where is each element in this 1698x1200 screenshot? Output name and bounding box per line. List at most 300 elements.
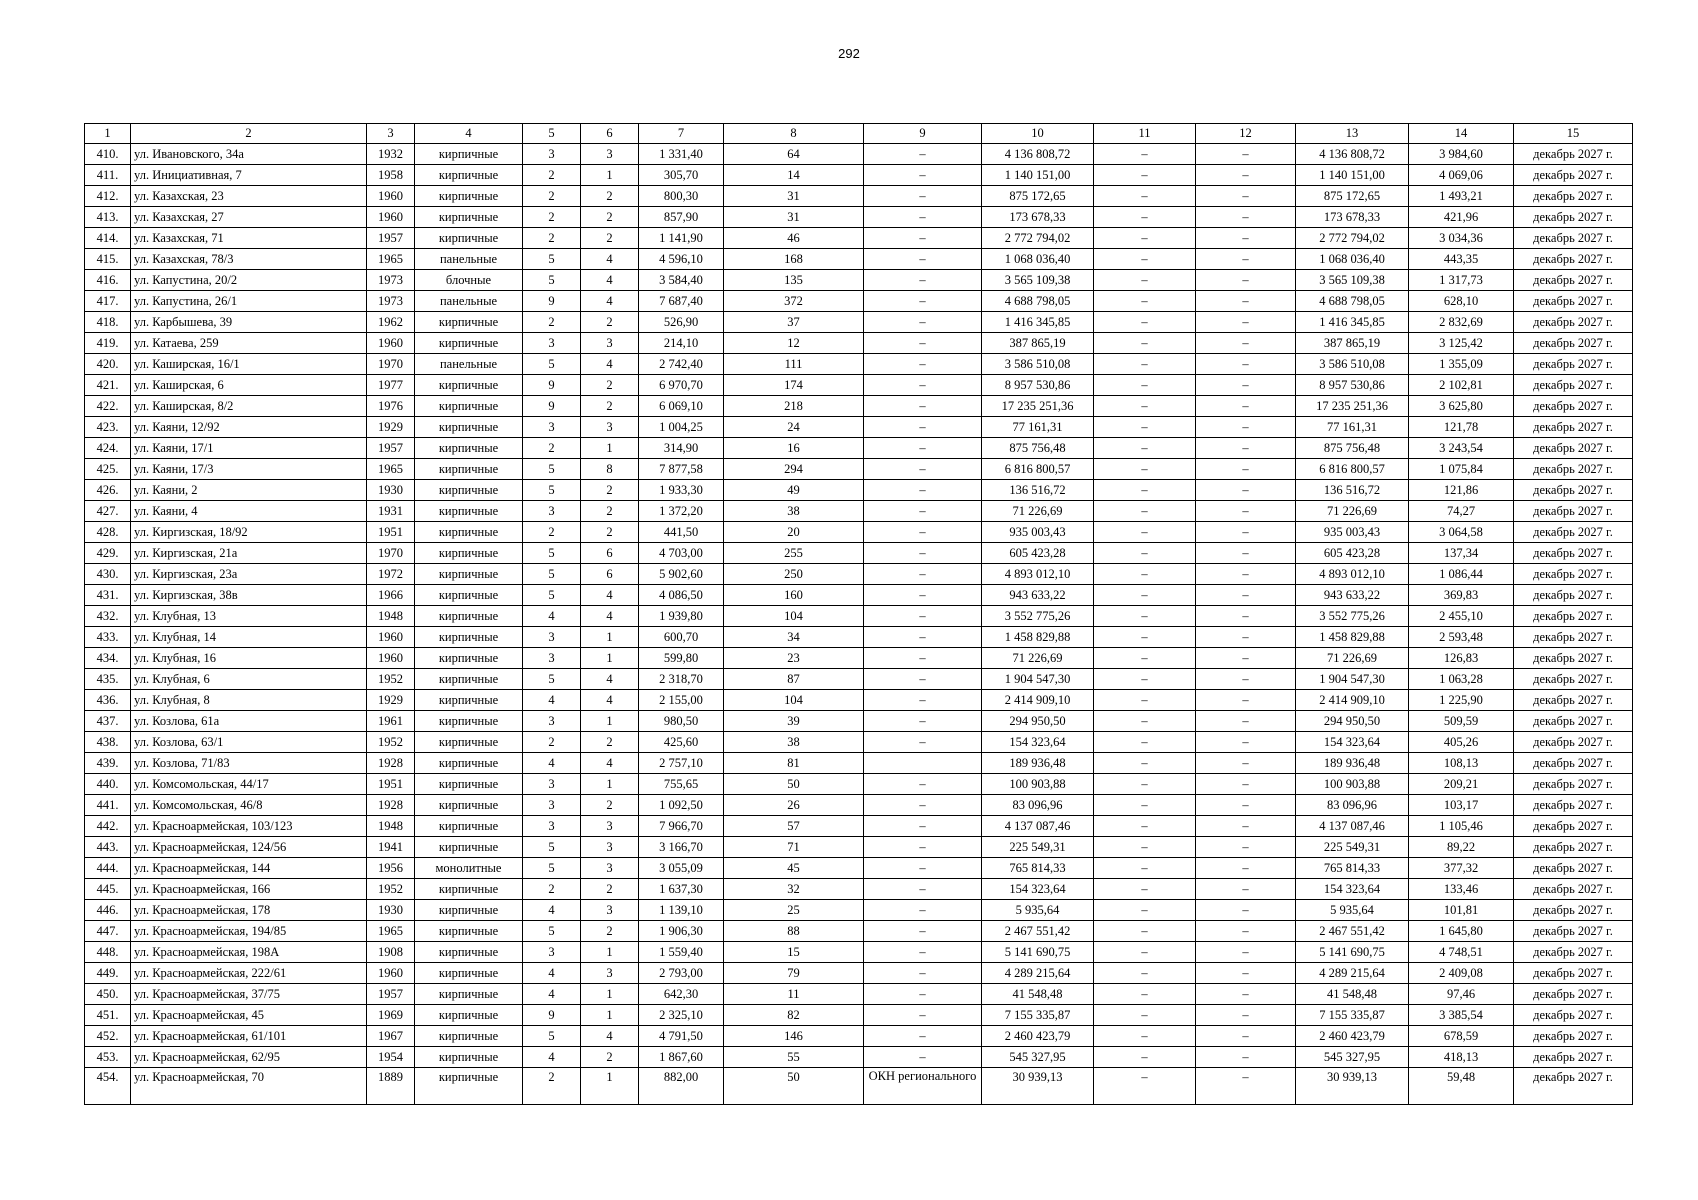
cell-total-cost: 4 893 012,10	[982, 564, 1094, 585]
cell-wall-material: панельные	[415, 354, 523, 375]
cell-heritage-status: –	[864, 690, 982, 711]
cell-residents: 57	[724, 816, 864, 837]
cell-entrances: 2	[581, 186, 639, 207]
cell-heritage-status: –	[864, 417, 982, 438]
cell-completion-date: декабрь 2027 г.	[1514, 354, 1633, 375]
cell-entrances: 4	[581, 249, 639, 270]
cell-total-cost: 6 816 800,57	[982, 459, 1094, 480]
cell-completion-date: декабрь 2027 г.	[1514, 816, 1633, 837]
cell-fund-cost: 1 416 345,85	[1296, 312, 1409, 333]
cell-row-number: 441.	[85, 795, 131, 816]
column-header-10: 10	[982, 124, 1094, 144]
cell-wall-material: кирпичные	[415, 963, 523, 984]
cell-completion-date: декабрь 2027 г.	[1514, 480, 1633, 501]
cell-address: ул. Козлова, 63/1	[131, 732, 367, 753]
cell-completion-date: декабрь 2027 г.	[1514, 900, 1633, 921]
cell-cost-per-sqm: 421,96	[1409, 207, 1514, 228]
cell-total-cost: 545 327,95	[982, 1047, 1094, 1068]
cell-area: 1 092,50	[639, 795, 724, 816]
cell-fund-cost: 4 893 012,10	[1296, 564, 1409, 585]
cell-completion-date: декабрь 2027 г.	[1514, 711, 1633, 732]
cell-wall-material: кирпичные	[415, 984, 523, 1005]
cell-col-12: –	[1196, 543, 1296, 564]
cell-col-12: –	[1196, 816, 1296, 837]
cell-residents: 255	[724, 543, 864, 564]
cell-address: ул. Киргизская, 38в	[131, 585, 367, 606]
cell-total-cost: 71 226,69	[982, 648, 1094, 669]
cell-fund-cost: 189 936,48	[1296, 753, 1409, 774]
cell-cost-per-sqm: 3 625,80	[1409, 396, 1514, 417]
cell-completion-date: декабрь 2027 г.	[1514, 837, 1633, 858]
cell-heritage-status: –	[864, 522, 982, 543]
cell-entrances: 2	[581, 228, 639, 249]
cell-col-12: –	[1196, 963, 1296, 984]
cell-col-11: –	[1094, 543, 1196, 564]
cell-fund-cost: 8 957 530,86	[1296, 375, 1409, 396]
cell-year-built: 1965	[367, 921, 415, 942]
cell-col-11: –	[1094, 165, 1196, 186]
cell-address: ул. Инициативная, 7	[131, 165, 367, 186]
cell-fund-cost: 71 226,69	[1296, 648, 1409, 669]
cell-col-11: –	[1094, 669, 1196, 690]
table-row	[85, 774, 1633, 795]
cell-area: 526,90	[639, 312, 724, 333]
cell-completion-date: декабрь 2027 г.	[1514, 648, 1633, 669]
cell-heritage-status: –	[864, 1047, 982, 1068]
cell-completion-date: декабрь 2027 г.	[1514, 1047, 1633, 1068]
cell-cost-per-sqm: 1 075,84	[1409, 459, 1514, 480]
cell-col-12: –	[1196, 753, 1296, 774]
cell-cost-per-sqm: 1 086,44	[1409, 564, 1514, 585]
cell-heritage-status: –	[864, 627, 982, 648]
cell-row-number: 426.	[85, 480, 131, 501]
cell-floors: 9	[523, 396, 581, 417]
cell-total-cost: 5 935,64	[982, 900, 1094, 921]
cell-row-number: 430.	[85, 564, 131, 585]
cell-residents: 50	[724, 774, 864, 795]
table-row	[85, 816, 1633, 837]
cell-col-11: –	[1094, 942, 1196, 963]
cell-area: 857,90	[639, 207, 724, 228]
cell-area: 7 687,40	[639, 291, 724, 312]
cell-col-12: –	[1196, 186, 1296, 207]
cell-col-11: –	[1094, 879, 1196, 900]
cell-row-number: 431.	[85, 585, 131, 606]
cell-completion-date: декабрь 2027 г.	[1514, 564, 1633, 585]
cell-floors: 3	[523, 417, 581, 438]
cell-address: ул. Каяни, 4	[131, 501, 367, 522]
cell-col-12: –	[1196, 921, 1296, 942]
cell-cost-per-sqm: 678,59	[1409, 1026, 1514, 1047]
cell-area: 1 906,30	[639, 921, 724, 942]
cell-wall-material: кирпичные	[415, 795, 523, 816]
cell-year-built: 1948	[367, 606, 415, 627]
cell-floors: 4	[523, 690, 581, 711]
cell-col-12: –	[1196, 396, 1296, 417]
cell-fund-cost: 3 586 510,08	[1296, 354, 1409, 375]
cell-area: 6 069,10	[639, 396, 724, 417]
cell-col-12: –	[1196, 291, 1296, 312]
cell-floors: 2	[523, 438, 581, 459]
cell-year-built: 1928	[367, 753, 415, 774]
cell-year-built: 1960	[367, 648, 415, 669]
cell-completion-date: декабрь 2027 г.	[1514, 1005, 1633, 1026]
cell-wall-material: кирпичные	[415, 627, 523, 648]
cell-year-built: 1972	[367, 564, 415, 585]
cell-fund-cost: 77 161,31	[1296, 417, 1409, 438]
cell-year-built: 1970	[367, 543, 415, 564]
cell-row-number: 415.	[85, 249, 131, 270]
cell-wall-material: кирпичные	[415, 564, 523, 585]
cell-entrances: 4	[581, 585, 639, 606]
cell-entrances: 1	[581, 711, 639, 732]
cell-row-number: 453.	[85, 1047, 131, 1068]
cell-floors: 3	[523, 501, 581, 522]
cell-floors: 4	[523, 963, 581, 984]
table-row	[85, 312, 1633, 333]
cell-total-cost: 154 323,64	[982, 879, 1094, 900]
cell-wall-material: кирпичные	[415, 438, 523, 459]
cell-year-built: 1952	[367, 879, 415, 900]
cell-fund-cost: 5 935,64	[1296, 900, 1409, 921]
cell-total-cost: 294 950,50	[982, 711, 1094, 732]
cell-residents: 64	[724, 144, 864, 165]
cell-heritage-status: –	[864, 795, 982, 816]
cell-col-11: –	[1094, 984, 1196, 1005]
cell-cost-per-sqm: 126,83	[1409, 648, 1514, 669]
table-row	[85, 375, 1633, 396]
cell-residents: 16	[724, 438, 864, 459]
cell-fund-cost: 3 552 775,26	[1296, 606, 1409, 627]
cell-heritage-status: –	[864, 249, 982, 270]
cell-completion-date: декабрь 2027 г.	[1514, 312, 1633, 333]
cell-completion-date: декабрь 2027 г.	[1514, 186, 1633, 207]
cell-area: 214,10	[639, 333, 724, 354]
cell-col-11: –	[1094, 1068, 1196, 1105]
cell-heritage-status: –	[864, 732, 982, 753]
cell-col-12: –	[1196, 312, 1296, 333]
cell-cost-per-sqm: 121,86	[1409, 480, 1514, 501]
cell-total-cost: 605 423,28	[982, 543, 1094, 564]
column-header-7: 7	[639, 124, 724, 144]
cell-cost-per-sqm: 103,17	[1409, 795, 1514, 816]
cell-entrances: 4	[581, 291, 639, 312]
table-row	[85, 249, 1633, 270]
cell-area: 2 742,40	[639, 354, 724, 375]
cell-cost-per-sqm: 89,22	[1409, 837, 1514, 858]
cell-residents: 50	[724, 1068, 864, 1105]
cell-residents: 45	[724, 858, 864, 879]
cell-address: ул. Красноармейская, 62/95	[131, 1047, 367, 1068]
cell-residents: 31	[724, 207, 864, 228]
cell-cost-per-sqm: 97,46	[1409, 984, 1514, 1005]
cell-floors: 2	[523, 165, 581, 186]
cell-address: ул. Каяни, 17/1	[131, 438, 367, 459]
cell-cost-per-sqm: 2 455,10	[1409, 606, 1514, 627]
column-header-9: 9	[864, 124, 982, 144]
cell-fund-cost: 154 323,64	[1296, 732, 1409, 753]
cell-area: 1 637,30	[639, 879, 724, 900]
cell-col-11: –	[1094, 858, 1196, 879]
cell-floors: 5	[523, 543, 581, 564]
cell-address: ул. Комсомольская, 44/17	[131, 774, 367, 795]
table-row	[85, 396, 1633, 417]
cell-fund-cost: 4 137 087,46	[1296, 816, 1409, 837]
cell-col-11: –	[1094, 711, 1196, 732]
cell-entrances: 2	[581, 795, 639, 816]
cell-entrances: 4	[581, 1026, 639, 1047]
cell-area: 6 970,70	[639, 375, 724, 396]
cell-residents: 38	[724, 732, 864, 753]
cell-cost-per-sqm: 377,32	[1409, 858, 1514, 879]
cell-total-cost: 1 904 547,30	[982, 669, 1094, 690]
cell-row-number: 420.	[85, 354, 131, 375]
cell-address: ул. Клубная, 14	[131, 627, 367, 648]
cell-year-built: 1929	[367, 690, 415, 711]
cell-area: 7 877,58	[639, 459, 724, 480]
cell-entrances: 1	[581, 774, 639, 795]
cell-residents: 174	[724, 375, 864, 396]
cell-year-built: 1976	[367, 396, 415, 417]
cell-cost-per-sqm: 2 593,48	[1409, 627, 1514, 648]
cell-fund-cost: 875 756,48	[1296, 438, 1409, 459]
cell-entrances: 4	[581, 606, 639, 627]
cell-year-built: 1951	[367, 774, 415, 795]
cell-row-number: 451.	[85, 1005, 131, 1026]
cell-address: ул. Каяни, 12/92	[131, 417, 367, 438]
cell-floors: 3	[523, 144, 581, 165]
cell-col-12: –	[1196, 690, 1296, 711]
cell-floors: 4	[523, 1047, 581, 1068]
cell-cost-per-sqm: 3 064,58	[1409, 522, 1514, 543]
cell-entrances: 3	[581, 900, 639, 921]
table-row	[85, 585, 1633, 606]
cell-floors: 3	[523, 942, 581, 963]
cell-fund-cost: 17 235 251,36	[1296, 396, 1409, 417]
cell-address: ул. Красноармейская, 103/123	[131, 816, 367, 837]
cell-fund-cost: 41 548,48	[1296, 984, 1409, 1005]
cell-residents: 168	[724, 249, 864, 270]
cell-floors: 2	[523, 879, 581, 900]
table-row	[85, 522, 1633, 543]
cell-entrances: 4	[581, 669, 639, 690]
cell-entrances: 6	[581, 543, 639, 564]
cell-wall-material: кирпичные	[415, 459, 523, 480]
cell-completion-date: декабрь 2027 г.	[1514, 690, 1633, 711]
cell-fund-cost: 294 950,50	[1296, 711, 1409, 732]
cell-residents: 79	[724, 963, 864, 984]
cell-col-11: –	[1094, 585, 1196, 606]
cell-year-built: 1960	[367, 186, 415, 207]
cell-area: 425,60	[639, 732, 724, 753]
cell-residents: 55	[724, 1047, 864, 1068]
table-row	[85, 543, 1633, 564]
cell-wall-material: панельные	[415, 291, 523, 312]
cell-cost-per-sqm: 1 317,73	[1409, 270, 1514, 291]
cell-year-built: 1960	[367, 207, 415, 228]
column-header-14: 14	[1409, 124, 1514, 144]
cell-row-number: 454.	[85, 1068, 131, 1105]
cell-row-number: 445.	[85, 879, 131, 900]
cell-col-12: –	[1196, 606, 1296, 627]
cell-wall-material: кирпичные	[415, 1026, 523, 1047]
cell-floors: 5	[523, 564, 581, 585]
cell-year-built: 1956	[367, 858, 415, 879]
cell-residents: 160	[724, 585, 864, 606]
cell-address: ул. Красноармейская, 166	[131, 879, 367, 900]
cell-residents: 24	[724, 417, 864, 438]
cell-row-number: 442.	[85, 816, 131, 837]
cell-residents: 11	[724, 984, 864, 1005]
cell-total-cost: 100 903,88	[982, 774, 1094, 795]
cell-col-12: –	[1196, 333, 1296, 354]
cell-floors: 5	[523, 459, 581, 480]
cell-completion-date: декабрь 2027 г.	[1514, 144, 1633, 165]
cell-heritage-status: –	[864, 774, 982, 795]
column-header-13: 13	[1296, 124, 1409, 144]
cell-row-number: 428.	[85, 522, 131, 543]
cell-floors: 4	[523, 984, 581, 1005]
table-row	[85, 480, 1633, 501]
cell-heritage-status: –	[864, 1026, 982, 1047]
cell-wall-material: кирпичные	[415, 585, 523, 606]
cell-total-cost: 765 814,33	[982, 858, 1094, 879]
cell-cost-per-sqm: 405,26	[1409, 732, 1514, 753]
cell-heritage-status: –	[864, 837, 982, 858]
cell-floors: 4	[523, 606, 581, 627]
cell-col-11: –	[1094, 144, 1196, 165]
cell-wall-material: кирпичные	[415, 879, 523, 900]
cell-address: ул. Киргизская, 23а	[131, 564, 367, 585]
cell-heritage-status: –	[864, 858, 982, 879]
cell-total-cost: 30 939,13	[982, 1068, 1094, 1105]
table-row	[85, 606, 1633, 627]
table-row	[85, 1047, 1633, 1068]
column-header-11: 11	[1094, 124, 1196, 144]
cell-area: 1 867,60	[639, 1047, 724, 1068]
cell-address: ул. Казахская, 71	[131, 228, 367, 249]
cell-col-11: –	[1094, 690, 1196, 711]
cell-fund-cost: 100 903,88	[1296, 774, 1409, 795]
table-row	[85, 627, 1633, 648]
cell-total-cost: 2 467 551,42	[982, 921, 1094, 942]
cell-fund-cost: 4 289 215,64	[1296, 963, 1409, 984]
cell-wall-material: кирпичные	[415, 669, 523, 690]
cell-wall-material: кирпичные	[415, 732, 523, 753]
cell-col-12: –	[1196, 1068, 1296, 1105]
cell-floors: 5	[523, 837, 581, 858]
cell-col-11: –	[1094, 795, 1196, 816]
cell-address: ул. Козлова, 61а	[131, 711, 367, 732]
cell-col-11: –	[1094, 774, 1196, 795]
cell-cost-per-sqm: 1 493,21	[1409, 186, 1514, 207]
cell-residents: 26	[724, 795, 864, 816]
cell-residents: 14	[724, 165, 864, 186]
cell-heritage-status: –	[864, 228, 982, 249]
cell-entrances: 4	[581, 354, 639, 375]
cell-total-cost: 77 161,31	[982, 417, 1094, 438]
cell-wall-material: кирпичные	[415, 186, 523, 207]
cell-row-number: 417.	[85, 291, 131, 312]
cell-area: 980,50	[639, 711, 724, 732]
cell-completion-date: декабрь 2027 г.	[1514, 1026, 1633, 1047]
cell-address: ул. Красноармейская, 70	[131, 1068, 367, 1105]
cell-row-number: 448.	[85, 942, 131, 963]
table-row	[85, 333, 1633, 354]
cell-fund-cost: 387 865,19	[1296, 333, 1409, 354]
cell-floors: 9	[523, 1005, 581, 1026]
cell-address: ул. Красноармейская, 194/85	[131, 921, 367, 942]
cell-floors: 3	[523, 333, 581, 354]
cell-cost-per-sqm: 3 984,60	[1409, 144, 1514, 165]
cell-address: ул. Каяни, 17/3	[131, 459, 367, 480]
cell-row-number: 436.	[85, 690, 131, 711]
cell-area: 7 966,70	[639, 816, 724, 837]
cell-col-11: –	[1094, 921, 1196, 942]
cell-col-11: –	[1094, 438, 1196, 459]
cell-cost-per-sqm: 4 069,06	[1409, 165, 1514, 186]
cell-wall-material: кирпичные	[415, 942, 523, 963]
cell-col-11: –	[1094, 480, 1196, 501]
cell-entrances: 2	[581, 921, 639, 942]
cell-area: 4 703,00	[639, 543, 724, 564]
cell-residents: 81	[724, 753, 864, 774]
column-number-row	[85, 124, 1633, 144]
cell-heritage-status: –	[864, 711, 982, 732]
cell-col-12: –	[1196, 522, 1296, 543]
cell-row-number: 437.	[85, 711, 131, 732]
cell-wall-material: панельные	[415, 249, 523, 270]
cell-heritage-status: –	[864, 900, 982, 921]
cell-row-number: 440.	[85, 774, 131, 795]
cell-col-11: –	[1094, 375, 1196, 396]
table-row	[85, 354, 1633, 375]
table-row	[85, 921, 1633, 942]
cell-cost-per-sqm: 121,78	[1409, 417, 1514, 438]
cell-row-number: 422.	[85, 396, 131, 417]
cell-address: ул. Красноармейская, 222/61	[131, 963, 367, 984]
cell-heritage-status: –	[864, 1005, 982, 1026]
cell-entrances: 1	[581, 1005, 639, 1026]
cell-address: ул. Каширская, 16/1	[131, 354, 367, 375]
cell-wall-material: кирпичные	[415, 501, 523, 522]
cell-completion-date: декабрь 2027 г.	[1514, 1068, 1633, 1105]
cell-area: 2 155,00	[639, 690, 724, 711]
cell-col-11: –	[1094, 900, 1196, 921]
cell-area: 441,50	[639, 522, 724, 543]
cell-fund-cost: 6 816 800,57	[1296, 459, 1409, 480]
cell-area: 1 004,25	[639, 417, 724, 438]
cell-year-built: 1931	[367, 501, 415, 522]
cell-row-number: 421.	[85, 375, 131, 396]
cell-total-cost: 189 936,48	[982, 753, 1094, 774]
cell-wall-material: кирпичные	[415, 312, 523, 333]
cell-cost-per-sqm: 101,81	[1409, 900, 1514, 921]
table-row	[85, 417, 1633, 438]
cell-floors: 5	[523, 585, 581, 606]
cell-floors: 5	[523, 270, 581, 291]
cell-row-number: 434.	[85, 648, 131, 669]
cell-fund-cost: 1 904 547,30	[1296, 669, 1409, 690]
cell-wall-material: кирпичные	[415, 711, 523, 732]
table-row	[85, 1026, 1633, 1047]
cell-entrances: 2	[581, 879, 639, 900]
table-row	[85, 795, 1633, 816]
cell-row-number: 418.	[85, 312, 131, 333]
cell-year-built: 1965	[367, 459, 415, 480]
cell-row-number: 432.	[85, 606, 131, 627]
table-row	[85, 648, 1633, 669]
